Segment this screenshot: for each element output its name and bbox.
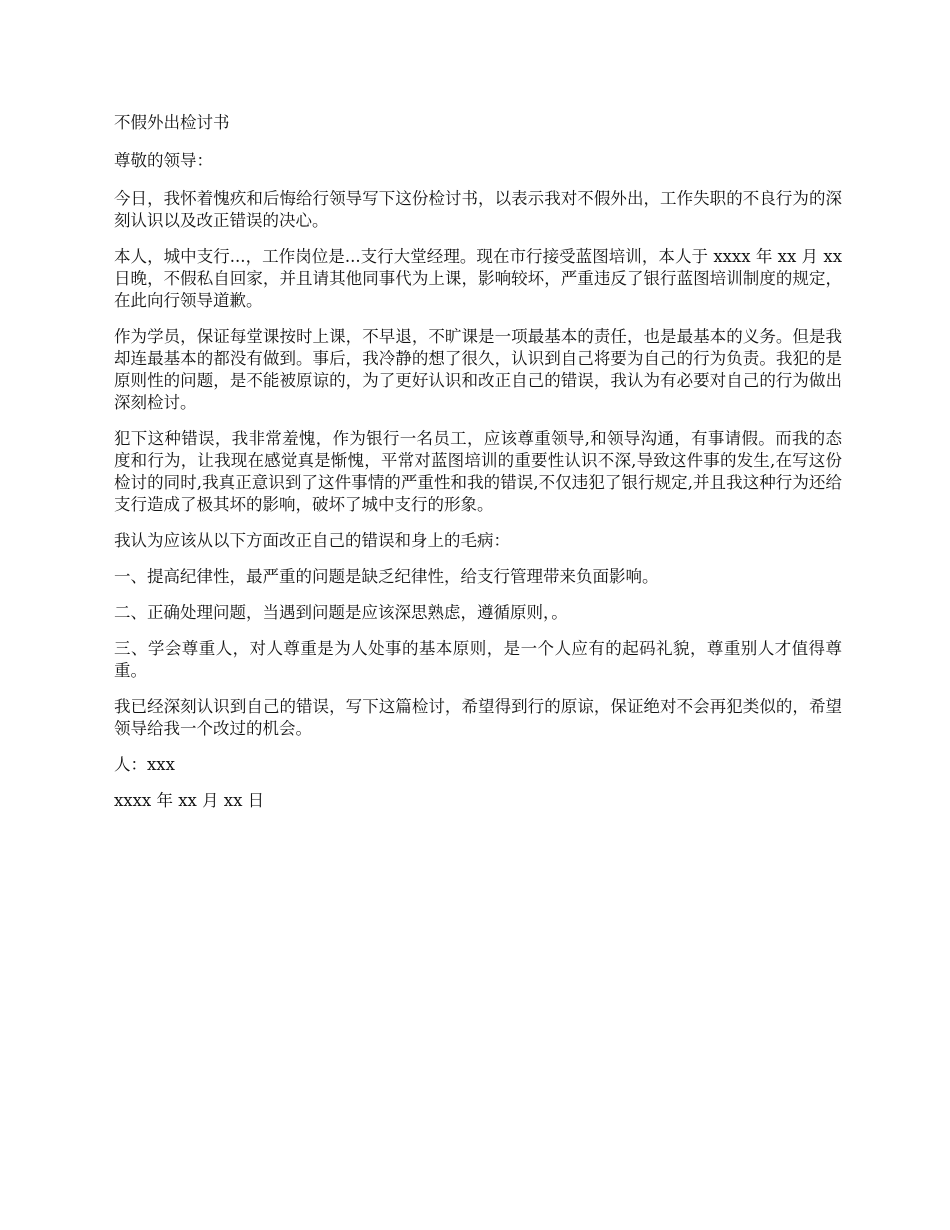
signature: 人：xxx [114,755,175,774]
list-item-3: 三、学会尊重人，对人尊重是为人处事的基本原则，是一个人应有的起码礼貌，尊重别人才值得尊重。 [114,639,842,680]
paragraph-5: 我认为应该从以下方面改正自己的错误和身上的毛病： [114,531,510,550]
salutation: 尊敬的领导： [114,151,213,170]
paragraph-2: 本人，城中支行...，工作岗位是...支行大堂经理。现在市行接受蓝图培训，本人于 xxxx 年 xx 月 xx 日晚，不假私自回家，并且请其他同事代为上课，影响较坏，严重违反了银行蓝图培训制度的规定，在此向行领导道歉。 [114,247,842,310]
closing-paragraph: 我已经深刻认识到自己的错误，写下这篇检讨，希望得到行的原谅，保证绝对不会再犯类似的，希望领导给我一个改过的机会。 [114,697,842,738]
paragraph-3: 作为学员，保证每堂课按时上课，不早退，不旷课是一项最基本的责任，也是最基本的义务。但是我却连最基本的都没有做到。事后，我冷静的想了很久，认识到自己将要为自己的行为负责。我犯的是原则性的问题，是不能被原谅的，为了更好认识和改正自己的错误，我认为有必要对自己的行为做出深刻检讨。 [114,327,842,412]
list-item-1: 一、提高纪律性，最严重的问题是缺乏纪律性，给支行管理带来负面影响。 [114,567,659,586]
paragraph-1: 今日，我怀着愧疚和后悔给行领导写下这份检讨书，以表示我对不假外出，工作失职的不良行为的深刻认识以及改正错误的决心。 [114,189,842,230]
document-title: 不假外出检讨书 [114,113,230,132]
document-page [114,112,842,826]
date-line: xxxx 年 xx 月 xx 日 [114,791,265,810]
list-item-2: 二、正确处理问题，当遇到问题是应该深思熟虑，遵循原则，。 [114,603,568,622]
paragraph-4: 犯下这种错误，我非常羞愧，作为银行一名员工，应该尊重领导,和领导沟通，有事请假。而我的态度和行为，让我现在感觉真是惭愧，平常对蓝图培训的重要性认识不深,导致这件事的发生,在写这份检讨的同时,我真正意识到了这件事情的严重性和我的错误,不仅违犯了银行规定,并且我这种行为还给支行造成了极其坏的影响，破坏了城中支行的形象。 [114,429,842,514]
